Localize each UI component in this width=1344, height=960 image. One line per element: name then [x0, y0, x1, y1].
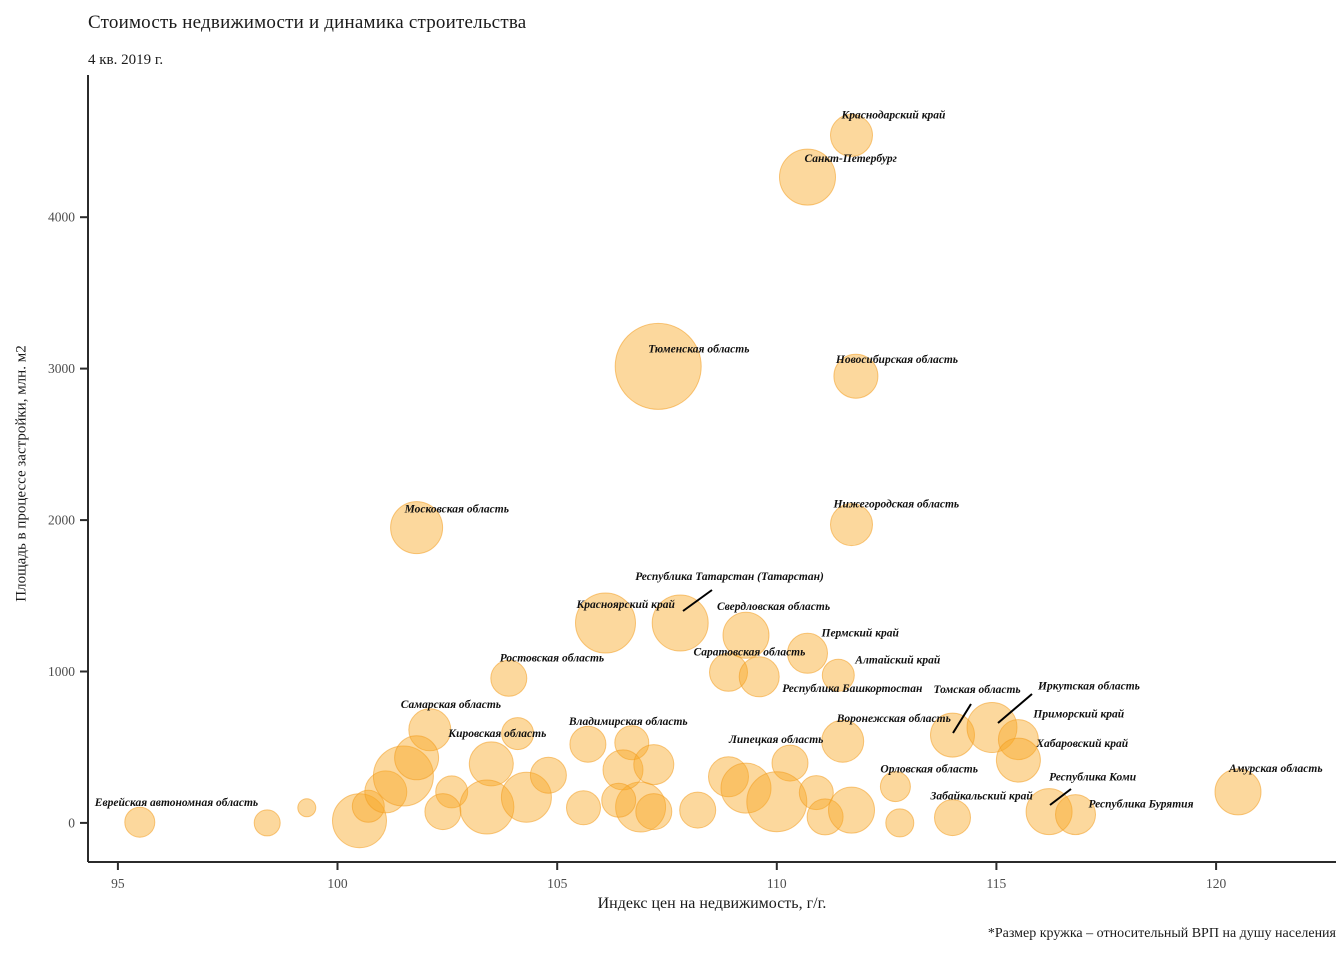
- bubble-region: [615, 323, 701, 409]
- bubble-region: [880, 772, 910, 802]
- chart-title: Стоимость недвижимости и динамика строительства: [88, 12, 527, 33]
- bubble-label: Саратовская область: [693, 646, 806, 659]
- bubble: [747, 772, 807, 832]
- bubble: [254, 810, 280, 836]
- y-tick-label: 4000: [48, 209, 75, 225]
- bubble-label: Кировская область: [448, 727, 547, 740]
- y-tick-label: 0: [68, 815, 75, 831]
- bubble-label: Тюменская область: [648, 343, 750, 356]
- bubble-region: [996, 738, 1040, 782]
- bubble: [634, 745, 674, 785]
- bubble: [680, 792, 716, 828]
- bubble-label: Республика Башкортостан: [782, 682, 923, 695]
- bubble: [530, 757, 566, 793]
- bubble-label: Владимирская область: [568, 716, 688, 729]
- x-tick-label: 95: [111, 876, 125, 891]
- bubble-region: [125, 807, 155, 837]
- bubble-label: Томская область: [933, 684, 1021, 697]
- bubble-region: [1215, 769, 1261, 815]
- bubble-label: Санкт-Петербург: [804, 153, 897, 166]
- y-tick-label: 3000: [48, 361, 75, 377]
- y-tick-label: 2000: [48, 512, 75, 528]
- bubble: [298, 799, 316, 817]
- x-tick-label: 115: [986, 876, 1007, 891]
- bubble-region: [570, 726, 606, 762]
- chart-subtitle: 4 кв. 2019 г.: [88, 52, 164, 68]
- bubble-label: Самарская область: [400, 698, 502, 711]
- bubble-region: [739, 657, 779, 697]
- bubble-label: Хабаровский край: [1036, 738, 1129, 751]
- x-tick-label: 120: [1205, 876, 1227, 891]
- bubble-label: Орловская область: [880, 763, 979, 776]
- bubble-label: Алтайский край: [855, 654, 941, 667]
- bubble-label: Республика Бурятия: [1088, 798, 1194, 811]
- x-tick-label: 110: [766, 876, 787, 891]
- bubble-label: Приморский край: [1033, 708, 1125, 721]
- bubble-label: Липецкая область: [729, 734, 824, 747]
- bubble-label: Иркутская область: [1038, 680, 1140, 693]
- y-axis-title: Площадь в процессе застройки, млн. м2: [13, 345, 30, 602]
- bubble-label: Красноярский край: [576, 599, 675, 611]
- bubble: [602, 783, 636, 817]
- bubble-region: [469, 742, 513, 786]
- bubble-label: Ростовская область: [499, 652, 605, 665]
- bubble-label: Пермский край: [821, 627, 899, 640]
- bubble-label: Воронежская область: [836, 713, 951, 726]
- x-tick-label: 105: [547, 876, 568, 891]
- y-tick-label: 1000: [48, 664, 75, 679]
- bubble: [395, 736, 439, 780]
- bubble-label: Республика Татарстан (Татарстан): [635, 571, 824, 583]
- bubble-label: Республика Коми: [1049, 771, 1137, 784]
- bubble-region: [935, 800, 971, 836]
- bubble-region: [822, 720, 864, 762]
- bubble-label: Московская область: [404, 503, 510, 516]
- bubble-label: Нижегородская область: [833, 498, 960, 511]
- bubble: [567, 791, 601, 825]
- bubble: [886, 809, 914, 837]
- x-axis-title: Индекс цен на недвижимость, г/г.: [597, 895, 827, 912]
- x-tick-label: 100: [327, 876, 348, 891]
- bubble-label: Новосибирская область: [835, 354, 959, 367]
- size-legend-footnote: *Размер кружка – относительный ВРП на душу населения: [987, 926, 1336, 941]
- bubble: [636, 794, 672, 830]
- bubble-label: Забайкальский край: [930, 790, 1033, 803]
- bubble-region: [491, 660, 527, 696]
- bubble: [829, 787, 875, 833]
- bubble: [425, 794, 461, 830]
- bubble-label: Амурская область: [1229, 762, 1323, 775]
- bubble-label: Еврейская автономная область: [94, 797, 259, 810]
- bubble-label: Краснодарский край: [841, 109, 946, 122]
- bubble-label: Свердловская область: [717, 601, 831, 614]
